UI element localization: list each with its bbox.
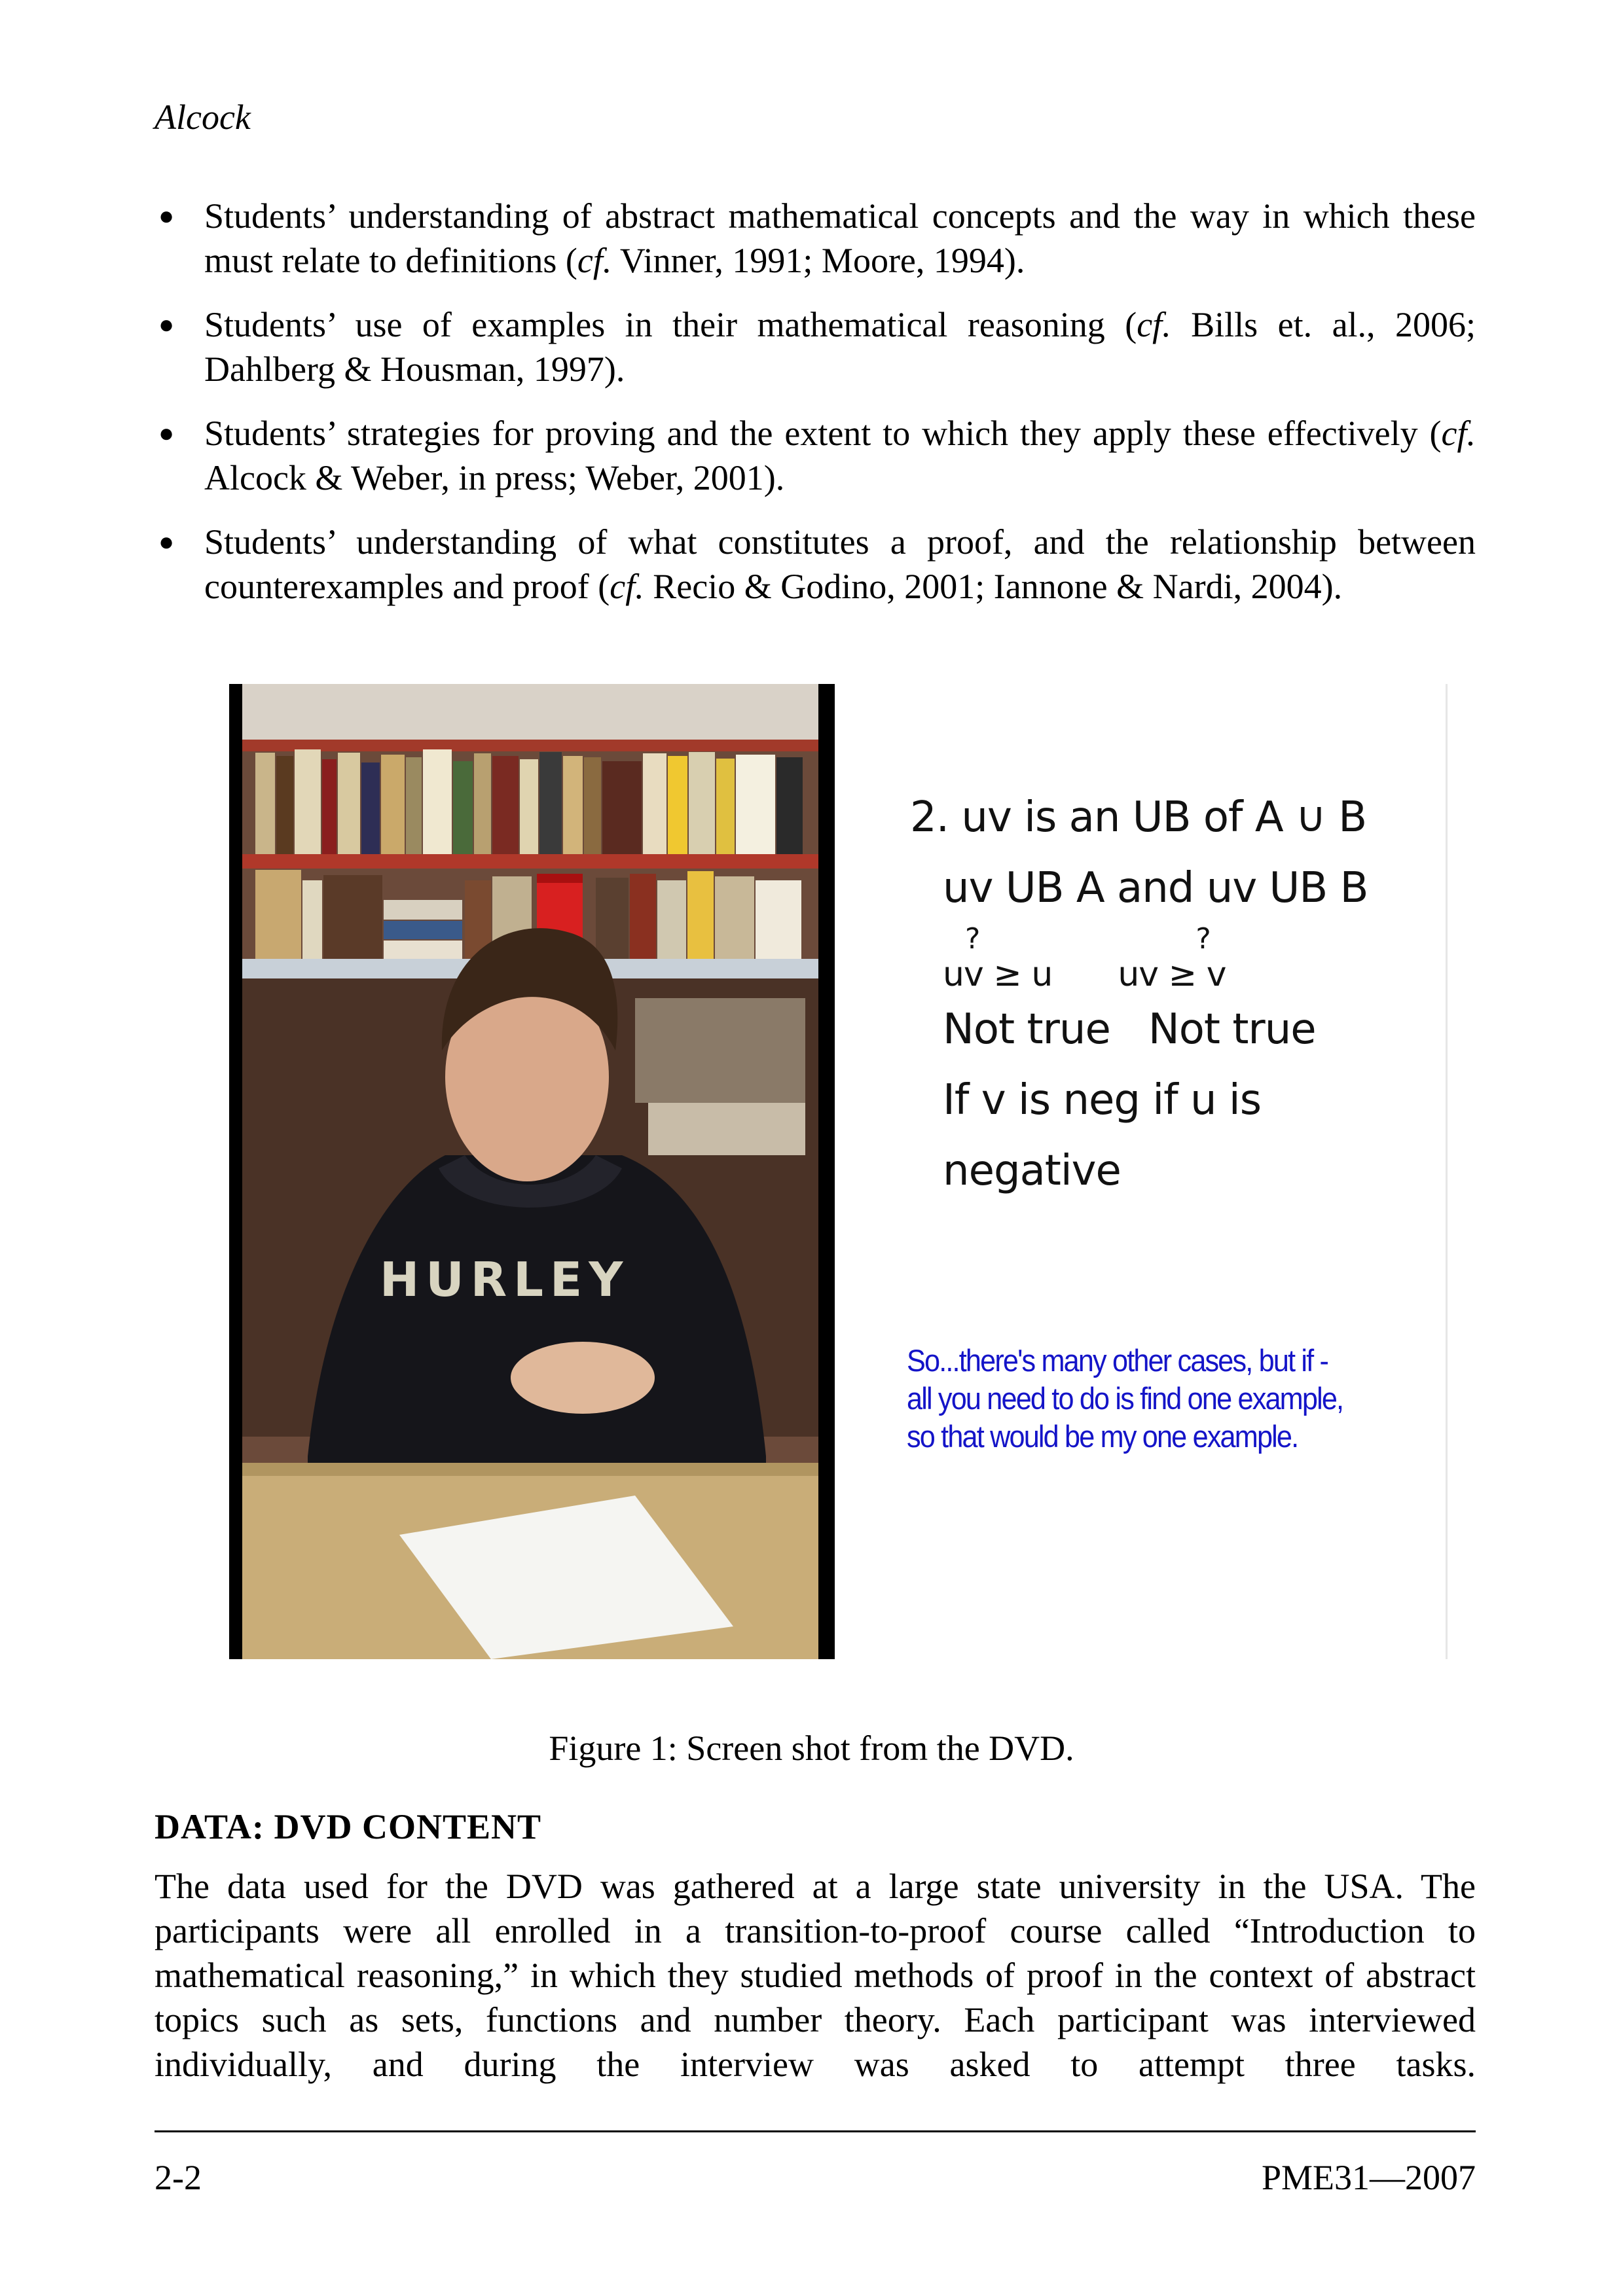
slide-line-4: Not true Not true (943, 1005, 1316, 1054)
slide-line-5: If v is neg if u is negative (943, 1076, 1262, 1195)
video-frame (229, 684, 835, 1659)
bullet-item: ● Students’ understanding of what constitutes a proof, and the relationship between counterexamples and proof (cf. Recio & Godino, 2001; Iannone & Nardi, 2004). (155, 520, 1476, 609)
running-head: Alcock (155, 98, 251, 137)
student-video-image (229, 684, 835, 1659)
conference-label: PME31—2007 (1261, 2158, 1476, 2197)
slide-panel (835, 684, 1450, 1659)
bullet-list (155, 194, 1476, 628)
bullet-item: ● Students’ understanding of abstract mathematical concepts and the way in which these must relate to definitions (cf. Vinner, 1991; Moore, 1994). (155, 194, 1476, 283)
slide-line-2: uv UB A and uv UB B (943, 864, 1368, 912)
bullet-item: ● Students’ strategies for proving and the extent to which they apply these effectively (cf. Alcock & Weber, in press; Weber, 2001). (155, 411, 1476, 500)
slide-line-1: 2. uv is an UB of A ∪ B (910, 793, 1367, 842)
bullet-dot-icon: ● (158, 418, 175, 448)
page-number: 2-2 (155, 2158, 202, 2197)
slide-edge-divider (1446, 684, 1448, 1659)
bullet-dot-icon: ● (158, 201, 175, 230)
slide-question-marks: ? ? (965, 922, 1211, 956)
figure-dvd-screenshot (229, 684, 1453, 1659)
slide-math-notes (910, 782, 1450, 1206)
bullet-item: ● Students’ use of examples in their mathematical reasoning (cf. Bills et. al., 2006; Dahlberg & Housman, 1997). (155, 302, 1476, 391)
section-heading: DATA: DVD CONTENT (155, 1807, 542, 1846)
bullet-dot-icon: ● (158, 310, 175, 339)
footer-rule (155, 2130, 1476, 2132)
body-paragraph: The data used for the DVD was gathered at a large state university in the USA. The participants were all enrolled in a transition-to-proof course called “Introduction to mathematical reasoning,” in which they studied methods of proof in the context of abstract topics such as sets, functions and number theory. Each participant was interviewed individually, and during the interview was asked to attempt three tasks. (155, 1867, 1476, 2084)
slide-quote: So...there's many other cases, but if - all you need to do is find one example, so that would be my one example. (907, 1343, 1343, 1454)
slide-relations: uv ≥ u uv ≥ v (943, 955, 1226, 994)
bullet-dot-icon: ● (158, 527, 175, 556)
figure-caption: Figure 1: Screen shot from the DVD. (549, 1729, 1074, 1768)
sweatshirt-text: HURLEY (380, 1252, 630, 1307)
